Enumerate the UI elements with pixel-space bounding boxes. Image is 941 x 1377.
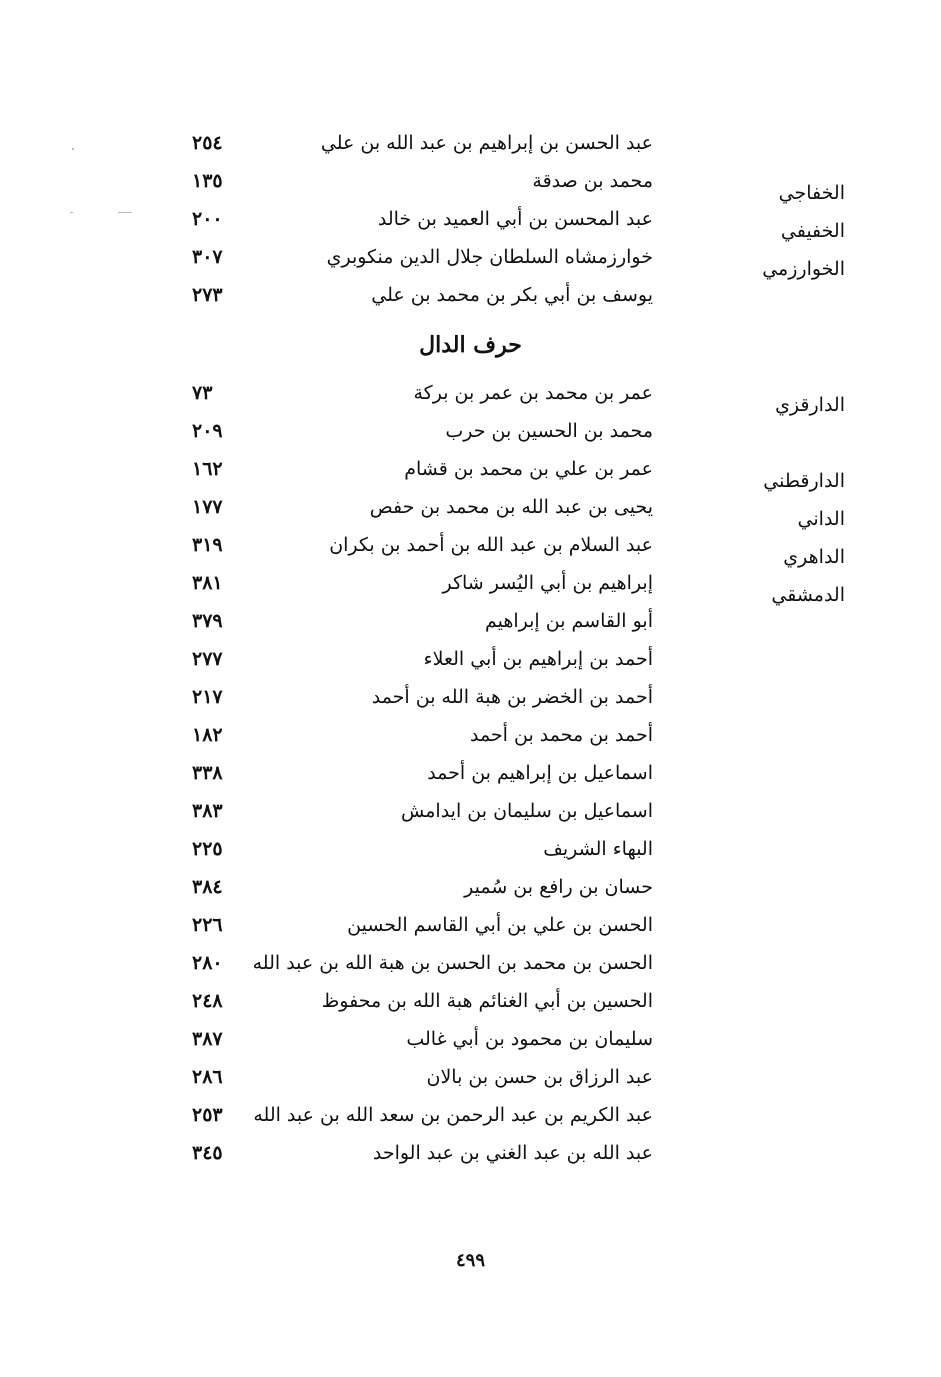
entry-page: ٢٥٤ xyxy=(192,132,223,154)
entry-name: أحمد بن الخضر بن هبة الله بن أحمد xyxy=(371,686,653,708)
entry-page: ٣٧٩ xyxy=(192,610,223,632)
entry-name: محمد بن صدقة xyxy=(532,170,653,192)
index-entry xyxy=(0,640,941,678)
entry-name: أبو القاسم بن إبراهيم xyxy=(484,610,653,632)
entry-nisba: الدارقطني xyxy=(763,470,845,492)
entry-name: حسان بن رافع بن سُمير xyxy=(464,876,653,898)
entry-name: خوارزمشاه السلطان جلال الدين منكوبري xyxy=(326,246,653,268)
index-entry xyxy=(0,1020,941,1058)
entry-name: يوسف بن أبي بكر بن محمد بن علي xyxy=(371,284,653,306)
entry-nisba: الداني xyxy=(797,508,845,530)
entry-name: عمر بن علي بن محمد بن قشام xyxy=(404,458,653,480)
entry-nisba: الخوارزمي xyxy=(762,258,845,280)
index-entry xyxy=(0,488,941,530)
entry-name: إبراهيم بن أبي اليُسر شاكر xyxy=(442,572,653,594)
entry-name: أحمد بن محمد بن أحمد xyxy=(469,724,653,746)
entry-page: ٣٨١ xyxy=(192,572,223,594)
index-entry xyxy=(0,412,941,450)
entry-name: اسماعيل بن إبراهيم بن أحمد xyxy=(427,762,653,784)
entry-page: ٢٢٥ xyxy=(192,838,223,860)
entry-name: الحسن بن علي بن أبي القاسم الحسين xyxy=(347,914,653,936)
index-entry xyxy=(0,162,941,204)
entry-name: عبد المحسن بن أبي العميد بن خالد xyxy=(377,208,653,230)
entry-page: ٢٨٦ xyxy=(192,1066,223,1088)
section-heading xyxy=(0,326,941,364)
index-entry xyxy=(0,526,941,568)
index-entry xyxy=(0,830,941,868)
entry-name: محمد بن الحسين بن حرب xyxy=(445,420,653,442)
index-entry xyxy=(0,716,941,754)
entry-page: ٣٨٣ xyxy=(192,800,223,822)
entry-page: ٢٧٣ xyxy=(192,284,223,306)
entry-name: يحيى بن عبد الله بن محمد بن حفص xyxy=(369,496,653,518)
index-entry xyxy=(0,944,941,982)
index-entry xyxy=(0,238,941,280)
entry-page: ٢٧٧ xyxy=(192,648,223,670)
index-entry xyxy=(0,792,941,830)
entry-nisba: الدارقزي xyxy=(775,394,845,416)
index-entry xyxy=(0,982,941,1020)
entry-page: ٢٨٠ xyxy=(192,952,223,974)
index-entry xyxy=(0,374,941,416)
entry-name: عبد الكريم بن عبد الرحمن بن سعد الله بن عبد الله xyxy=(253,1104,653,1126)
entry-page: ١٦٢ xyxy=(192,458,223,480)
entry-page: ٢١٧ xyxy=(192,686,223,708)
page-number-text: ٤٩٩ xyxy=(455,1250,485,1271)
index-entry xyxy=(0,906,941,944)
entry-nisba: الخفيفي xyxy=(780,220,845,242)
index-entry xyxy=(0,276,941,314)
index-entry xyxy=(0,124,941,162)
entry-page: ١٧٧ xyxy=(192,496,223,518)
index-entry xyxy=(0,678,941,716)
entry-page: ٢٤٨ xyxy=(192,990,223,1012)
entry-page: ٣٨٤ xyxy=(192,876,223,898)
index-entry xyxy=(0,1058,941,1096)
index-entry xyxy=(0,1096,941,1134)
index-entry xyxy=(0,602,941,640)
entry-name: اسماعيل بن سليمان بن ايدامش xyxy=(401,800,653,822)
index-entry xyxy=(0,1134,941,1172)
entry-name: الحسن بن محمد بن الحسن بن هبة الله بن عبد الله xyxy=(252,952,653,974)
entry-name: أحمد بن إبراهيم بن أبي العلاء xyxy=(423,648,653,670)
index-entry xyxy=(0,450,941,492)
entry-name: عبد السلام بن عبد الله بن أحمد بن بكران xyxy=(329,534,653,556)
index-entry xyxy=(0,868,941,906)
entry-page: ٧٣ xyxy=(192,382,213,404)
entry-page: ٣٠٧ xyxy=(192,246,223,268)
entry-name: سليمان بن محمود بن أبي غالب xyxy=(406,1028,653,1050)
entry-page: ٣٤٥ xyxy=(192,1142,223,1164)
entry-page: ١٣٥ xyxy=(192,170,223,192)
entry-page: ٣٨٧ xyxy=(192,1028,223,1050)
entry-name: الحسين بن أبي الغنائم هبة الله بن محفوظ xyxy=(321,990,653,1012)
page-number xyxy=(0,1250,941,1271)
entry-nisba: الدمشقي xyxy=(771,584,845,606)
entry-page: ٢٠٠ xyxy=(192,208,223,230)
entry-page: ١٨٢ xyxy=(192,724,223,746)
entry-name: عبد الله بن عبد الغني بن عبد الواحد xyxy=(372,1142,653,1164)
section-heading-text: حرف الدال xyxy=(419,332,522,358)
entry-nisba: الداهري xyxy=(783,546,845,568)
index-entry xyxy=(0,754,941,792)
entry-page: ٣١٩ xyxy=(192,534,223,556)
entry-name: عمر بن محمد بن عمر بن بركة xyxy=(413,382,653,404)
index-entry xyxy=(0,564,941,606)
entry-page: ٢٢٦ xyxy=(192,914,223,936)
entry-name: البهاء الشريف xyxy=(543,838,653,860)
entry-nisba: الخفاجي xyxy=(778,182,845,204)
entry-page: ٢٥٣ xyxy=(192,1104,223,1126)
index-entry xyxy=(0,200,941,242)
entry-name: عبد الرزاق بن حسن بن بالان xyxy=(426,1066,653,1088)
entry-name: عبد الحسن بن إبراهيم بن عبد الله بن علي xyxy=(320,132,653,154)
entry-page: ٣٣٨ xyxy=(192,762,223,784)
entry-page: ٢٠٩ xyxy=(192,420,223,442)
